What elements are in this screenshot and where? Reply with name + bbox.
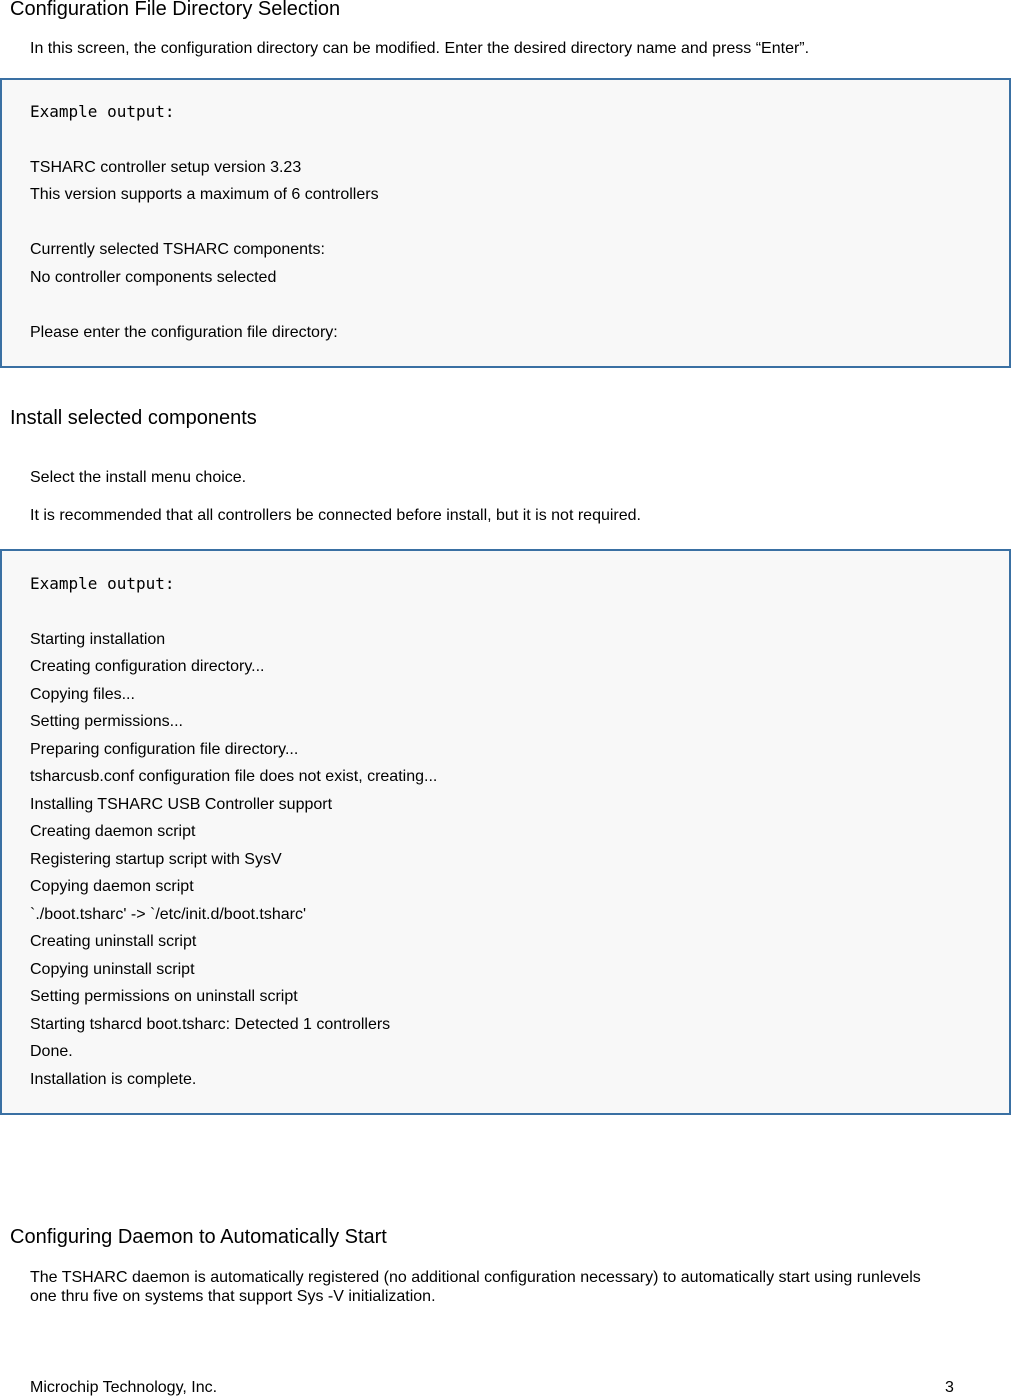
output-line: Copying daemon script — [30, 878, 194, 895]
output-line: Setting permissions on uninstall script — [30, 988, 298, 1005]
output-line: Done. — [30, 1043, 73, 1060]
section-paragraph-line: The TSHARC daemon is automatically registered (no additional configuration necessary) to automatically start using runlevels — [30, 1269, 921, 1286]
output-line: Installation is complete. — [30, 1071, 197, 1088]
section-heading-config-directory: Configuration File Directory Selection — [10, 0, 341, 20]
output-line: Currently selected TSHARC components: — [30, 241, 325, 258]
output-line: No controller components selected — [30, 269, 277, 286]
section-paragraph-line: one thru five on systems that support Sys -V initialization. — [30, 1288, 436, 1305]
output-line: Please enter the configuration file directory: — [30, 324, 338, 341]
output-line: Creating uninstall script — [30, 933, 197, 950]
output-line: Creating daemon script — [30, 823, 196, 840]
code-label: Example output: — [30, 102, 175, 121]
output-line: Starting tsharcd boot.tsharc: Detected 1 controllers — [30, 1016, 391, 1033]
output-line: Starting installation — [30, 631, 166, 648]
section-heading-install: Install selected components — [10, 407, 257, 429]
output-line: Setting permissions... — [30, 713, 183, 730]
section-paragraph: It is recommended that all controllers be connected before install, but it is not required. — [30, 507, 641, 524]
output-line: `./boot.tsharc' -> `/etc/init.d/boot.tsharc' — [30, 906, 307, 923]
output-line: Installing TSHARC USB Controller support — [30, 796, 333, 813]
output-line: TSHARC controller setup version 3.23 — [30, 159, 302, 176]
output-line: Copying files... — [30, 686, 135, 703]
code-label: Example output: — [30, 574, 175, 593]
footer-company: Microchip Technology, Inc. — [30, 1379, 218, 1396]
example-output-box — [0, 549, 1011, 1115]
example-output-box — [0, 78, 1011, 368]
section-paragraph: Select the install menu choice. — [30, 469, 247, 486]
output-line: This version supports a maximum of 6 controllers — [30, 186, 379, 203]
output-line: Preparing configuration file directory... — [30, 741, 299, 758]
section-paragraph: In this screen, the configuration directory can be modified. Enter the desired directory name and press “Enter”. — [30, 40, 810, 57]
footer-page-number: 3 — [945, 1379, 954, 1396]
section-heading-daemon: Configuring Daemon to Automatically Start — [10, 1226, 387, 1248]
output-line: Creating configuration directory... — [30, 658, 265, 675]
output-line: tsharcusb.conf configuration file does not exist, creating... — [30, 768, 438, 785]
output-line: Registering startup script with SysV — [30, 851, 282, 868]
output-line: Copying uninstall script — [30, 961, 195, 978]
